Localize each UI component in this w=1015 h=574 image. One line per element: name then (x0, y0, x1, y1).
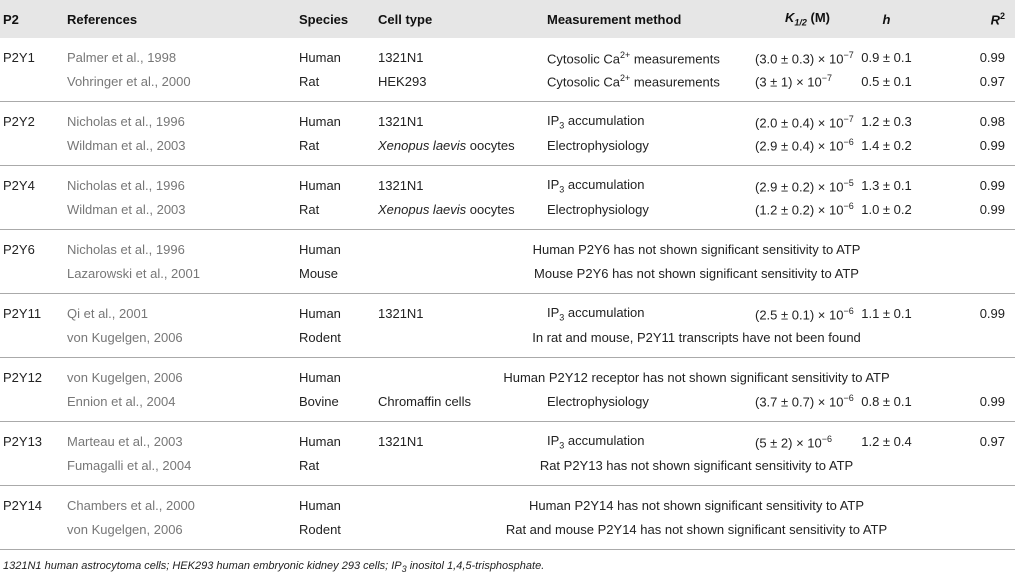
k-half-exponent: −7 (843, 49, 854, 60)
method-subscript: 3 (559, 120, 565, 131)
method-cell (544, 102, 752, 134)
method-cell (544, 166, 752, 198)
footnote-text-b: inositol 1,4,5-trisphosphate. (406, 560, 545, 572)
k-half-mantissa: (2.9 ± 0.4) × 10 (755, 138, 844, 154)
col-header-p2: P2 (3, 11, 19, 27)
method-cell (544, 390, 752, 422)
species-cell: Human (299, 178, 341, 194)
method-text: Electrophysiology (547, 393, 649, 409)
no-sensitivity-note: Rat and mouse P2Y14 has not shown significant sensitivity to ATP (375, 518, 1015, 550)
cell-type-cell (375, 422, 544, 454)
receptor-cell (0, 326, 64, 358)
species-cell: Human (299, 50, 341, 66)
header-row (0, 0, 1015, 38)
species-cell: Human (299, 306, 341, 322)
cell-type-text: 1321N1 (378, 306, 424, 322)
table-row (0, 358, 1015, 390)
reference-cell: Wildman et al., 2003 (64, 198, 296, 230)
receptor-cell (0, 262, 64, 294)
k-half-mantissa: (2.0 ± 0.4) × 10 (755, 114, 844, 130)
cell-type-cell (375, 134, 544, 166)
reference-cell: Qi et al., 2001 (67, 306, 148, 322)
cell-type-cell (375, 70, 544, 102)
k-half-exponent: −6 (843, 201, 854, 212)
table-row (0, 294, 1015, 326)
method-text: IP (547, 304, 560, 320)
k-half-mantissa: (5 ± 2) × 10 (755, 434, 822, 450)
reference-cell: von Kugelgen, 2006 (64, 518, 296, 550)
no-sensitivity-note: Human P2Y6 has not shown significant sensitivity to ATP (532, 242, 861, 258)
method-cell (544, 422, 752, 454)
hill-cell: 0.5 ± 0.1 (840, 70, 930, 102)
method-subscript: 3 (559, 440, 565, 451)
method-text: Cytosolic Ca (547, 50, 620, 66)
reference-cell: Chambers et al., 2000 (67, 498, 195, 514)
cell-type-text: 1321N1 (378, 50, 424, 66)
cell-type-text: HEK293 (378, 73, 427, 89)
hill-symbol: h (882, 11, 891, 27)
col-header-hill (840, 0, 930, 38)
table-row (0, 518, 1015, 550)
k-half-cell (752, 102, 854, 134)
k-half-exponent: −6 (843, 305, 854, 316)
no-sensitivity-note: Mouse P2Y6 has not shown significant sensitivity to ATP (375, 262, 1015, 294)
k-unit: (M) (806, 10, 830, 26)
r2-cell: 0.99 (930, 198, 1015, 230)
cell-type-cell (375, 102, 544, 134)
k-half-mantissa: (1.2 ± 0.2) × 10 (755, 202, 844, 218)
r2-cell: 0.97 (979, 434, 1005, 450)
reference-cell: Palmer et al., 1998 (67, 50, 177, 66)
table-row (0, 38, 1015, 70)
reference-cell: von Kugelgen, 2006 (64, 326, 296, 358)
no-sensitivity-note: Human P2Y12 receptor has not shown significant sensitivity to ATP (503, 370, 890, 386)
receptor-cell: P2Y12 (3, 370, 43, 386)
method-text: IP (547, 176, 560, 192)
k-symbol: K (784, 10, 795, 26)
species-cell: Rat (296, 134, 375, 166)
reference-cell: Vohringer et al., 2000 (64, 70, 296, 102)
receptor-cell (0, 454, 64, 486)
method-subscript: 3 (559, 312, 565, 323)
method-superscript: 2+ (619, 49, 631, 60)
species-cell: Rat (296, 198, 375, 230)
cell-type-text: 1321N1 (378, 114, 424, 130)
table-row (0, 390, 1015, 422)
reference-cell: Nicholas et al., 1996 (67, 178, 185, 194)
reference-cell: Nicholas et al., 1996 (67, 114, 185, 130)
col-header-k-half (752, 0, 840, 38)
species-cell: Rodent (296, 326, 375, 358)
no-sensitivity-note: In rat and mouse, P2Y11 transcripts have not been found (375, 326, 1015, 358)
col-header-references: References (67, 11, 138, 27)
species-cell: Human (299, 242, 341, 258)
table-body (0, 38, 1015, 550)
species-cell: Human (299, 498, 341, 514)
k-half-exponent: −7 (843, 113, 854, 124)
hill-cell: 1.2 ± 0.4 (861, 434, 912, 450)
receptor-cell: P2Y6 (3, 242, 35, 258)
table-row (0, 134, 1015, 166)
method-suffix: measurements (630, 50, 720, 66)
table-row (0, 166, 1015, 198)
table-row (0, 486, 1015, 518)
k-half-cell (752, 38, 854, 70)
footnote-text-a: 1321N1 human astrocytoma cells; HEK293 human embryonic kidney 293 cells; IP (3, 560, 402, 572)
col-header-r2 (930, 0, 1015, 38)
k-half-mantissa: (2.9 ± 0.2) × 10 (755, 178, 844, 194)
k-half-mantissa: (2.5 ± 0.1) × 10 (755, 306, 844, 322)
k-half-cell (752, 134, 854, 166)
cell-type-cell (375, 198, 544, 230)
reference-cell: Marteau et al., 2003 (67, 434, 183, 450)
k-half-exponent: −5 (843, 177, 854, 188)
cell-type-species: Xenopus laevis (378, 201, 467, 217)
hill-cell: 1.0 ± 0.2 (840, 198, 930, 230)
receptor-cell: P2Y4 (3, 178, 35, 194)
method-suffix: measurements (630, 74, 720, 90)
method-text: IP (547, 432, 560, 448)
cell-type-suffix: oocytes (466, 201, 515, 217)
cell-type-cell (375, 38, 544, 70)
k-half-exponent: −7 (821, 73, 833, 84)
method-text: Electrophysiology (547, 137, 649, 153)
cell-type-species: Xenopus laevis (378, 137, 467, 153)
receptor-cell: P2Y1 (3, 50, 35, 66)
species-cell: Bovine (296, 390, 375, 422)
k-half-mantissa: (3.0 ± 0.3) × 10 (755, 50, 844, 66)
hill-cell: 0.8 ± 0.1 (840, 390, 930, 422)
hill-cell: 1.4 ± 0.2 (840, 134, 930, 166)
method-cell (544, 134, 752, 166)
cell-type-text: Chromaffin cells (378, 393, 471, 409)
method-subscript: 3 (559, 184, 565, 195)
reference-cell: Lazarowski et al., 2001 (64, 262, 296, 294)
r2-cell: 0.97 (930, 70, 1015, 102)
reference-cell: Nicholas et al., 1996 (67, 242, 185, 258)
k-half-cell (752, 70, 840, 102)
method-suffix: accumulation (564, 176, 645, 192)
reference-cell: Wildman et al., 2003 (64, 134, 296, 166)
method-suffix: accumulation (564, 112, 645, 128)
k-half-exponent: −6 (843, 137, 854, 148)
species-cell: Rat (296, 70, 375, 102)
method-cell (544, 198, 752, 230)
receptor-cell: P2Y11 (3, 306, 42, 322)
table-footnote (3, 560, 1015, 574)
r2-cell: 0.99 (979, 306, 1005, 322)
r2-cell: 0.99 (930, 390, 1015, 422)
col-header-method: Measurement method (547, 11, 682, 27)
r-symbol: R (990, 12, 1000, 28)
k-half-cell (752, 390, 854, 422)
receptor-cell (0, 198, 64, 230)
k-half-exponent: −6 (843, 393, 854, 404)
cell-type-text: 1321N1 (378, 434, 424, 450)
hill-cell: 1.3 ± 0.1 (861, 178, 912, 194)
species-cell: Rat (296, 454, 375, 486)
table-row (0, 70, 1015, 102)
no-sensitivity-note: Rat P2Y13 has not shown significant sensitivity to ATP (375, 454, 1015, 486)
col-header-species: Species (299, 11, 349, 27)
species-cell: Human (299, 370, 341, 386)
species-cell: Mouse (296, 262, 375, 294)
receptor-cell: P2Y2 (3, 114, 35, 130)
no-sensitivity-note: Human P2Y14 has not shown significant sensitivity to ATP (528, 498, 865, 514)
table-row (0, 230, 1015, 262)
r2-cell: 0.99 (979, 50, 1005, 66)
cell-type-cell (375, 390, 544, 422)
k-half-cell (752, 422, 840, 454)
k-half-mantissa: (3 ± 1) × 10 (755, 74, 822, 90)
table-row (0, 198, 1015, 230)
r2-cell: 0.99 (979, 178, 1005, 194)
method-superscript: 2+ (619, 73, 631, 84)
col-header-cell-type: Cell type (378, 11, 433, 27)
method-cell (544, 294, 752, 326)
cell-type-suffix: oocytes (466, 137, 515, 153)
reference-cell: Ennion et al., 2004 (64, 390, 296, 422)
k-half-cell (752, 198, 854, 230)
receptor-cell (0, 390, 64, 422)
method-suffix: accumulation (564, 432, 645, 448)
reference-cell: von Kugelgen, 2006 (67, 370, 183, 386)
r-superscript: 2 (999, 10, 1005, 21)
k-half-cell (752, 166, 854, 198)
table-row (0, 454, 1015, 486)
table-row (0, 262, 1015, 294)
method-text: IP (547, 112, 560, 128)
r2-cell: 0.99 (930, 134, 1015, 166)
r2-cell: 0.98 (979, 114, 1005, 130)
receptor-cell (0, 70, 64, 102)
receptor-cell: P2Y14 (3, 498, 43, 514)
method-cell (544, 38, 752, 70)
k-subscript: 1/2 (794, 17, 807, 28)
table-row (0, 326, 1015, 358)
table-row (0, 102, 1015, 134)
species-cell: Human (299, 434, 341, 450)
k-half-cell (752, 294, 854, 326)
receptor-cell (0, 518, 64, 550)
hill-cell: 1.1 ± 0.1 (861, 306, 912, 322)
hill-cell: 0.9 ± 0.1 (861, 50, 912, 66)
k-half-exponent: −6 (821, 433, 833, 444)
reference-cell: Fumagalli et al., 2004 (64, 454, 296, 486)
k-half-mantissa: (3.7 ± 0.7) × 10 (755, 394, 844, 410)
cell-type-text: 1321N1 (378, 178, 424, 194)
species-cell: Rodent (296, 518, 375, 550)
footnote-sub: 3 (401, 564, 407, 574)
method-cell (544, 70, 752, 102)
receptor-cell: P2Y13 (3, 434, 43, 450)
method-text: Electrophysiology (547, 201, 649, 217)
species-cell: Human (299, 114, 341, 130)
receptor-cell (0, 134, 64, 166)
hill-cell: 1.2 ± 0.3 (861, 114, 912, 130)
method-suffix: accumulation (564, 304, 645, 320)
table-row (0, 422, 1015, 454)
cell-type-cell (375, 166, 544, 198)
method-text: Cytosolic Ca (547, 74, 620, 90)
cell-type-cell (375, 294, 544, 326)
